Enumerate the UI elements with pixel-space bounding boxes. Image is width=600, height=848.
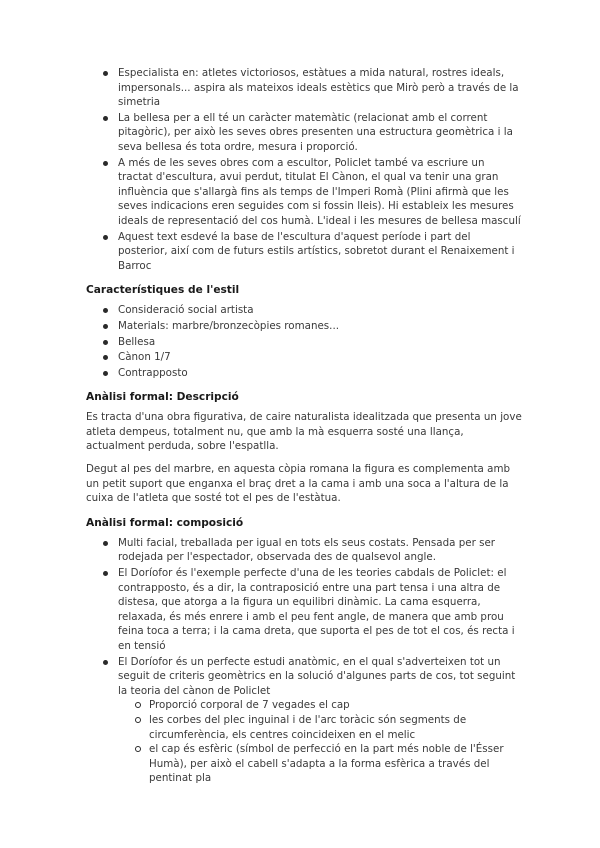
paragraph: Es tracta d'una obra figurativa, de caire naturalista idealitzada que presenta un jove atleta dempeus, totalment nu, que amb la mà esquerra sosté una llança, actualment perduda, sobre l'espatlla. (86, 411, 522, 453)
paragraph: Degut al pes del marbre, en aquesta còpia romana la figura es complementa amb un petit suport que enganxa el braç dret a la cama i amb una soca a l'altura de la cuixa de l'atleta que sosté tot el pes de l'estàtua. (86, 463, 511, 505)
style-list (86, 303, 522, 380)
list-item: Bellesa (86, 335, 522, 350)
section-heading-description: Anàlisi formal: Descripció (86, 391, 239, 404)
sub-list-item: el cap és esfèric (símbol de perfecció en la part més noble de l'Ésser Humà), per això el cabell s'adapta a la forma esfèrica a través del pentinat pla (118, 742, 522, 786)
list-item (86, 655, 522, 786)
list-item: Cànon 1/7 (86, 350, 522, 365)
list-item: A més de les seves obres com a escultor, Policlet també va escriure un tractat d'escultura, avui perdut, titulat El Cànon, el qual va tenir una gran influència que s'allargà fins als temps de l'Imperi Romà (Plini afirmà que les seves indicacions eren seguides com si fossin lleis). Hi estableix les mesures ideals de representació del cos humà. L'ideal i les mesures de bellesa masculí (86, 156, 522, 229)
composition-list (86, 536, 522, 786)
sub-list-item: Proporció corporal de 7 vegades el cap (118, 698, 522, 713)
list-item: Consideració social artista (86, 303, 522, 318)
document-body (86, 66, 522, 787)
list-item: Multi facial, treballada per igual en tots els seus costats. Pensada per ser rodejada per l'espectador, observada des de qualsevol angle. (86, 536, 522, 565)
list-item: La bellesa per a ell té un caràcter matemàtic (relacionat amb el corrent pitagòric), per això les seves obres presenten una estructura geomètrica i la seva bellesa és tota ordre, mesura i proporció. (86, 111, 522, 155)
intro-list (86, 66, 522, 273)
list-item: Materials: marbre/bronzecòpies romanes... (86, 319, 522, 334)
list-item: El Doríofor és l'exemple perfecte d'una de les teories cabdals de Policlet: el contrapposto, és a dir, la contraposició entre una part tensa i una altra de distesa, que atorga a la figura un equilibri dinàmic. La cama esquerra, relaxada, és més enrere i amb el peu fent angle, de manera que amb prou feina toca a terra; i la cama dreta, que suporta el pes de tot el cos, és recta i en tensió (86, 566, 522, 654)
list-item: Aquest text esdevé la base de l'escultura d'aquest període i part del posterior, així com de futurs estils artístics, sobretot durant el Renaixement i Barroc (86, 230, 522, 274)
composition-sub-list (118, 698, 522, 786)
list-item: Especialista en: atletes victoriosos, estàtues a mida natural, rostres ideals, impersonals... aspira als mateixos ideals estètics que Mirò però a través de la simetria (86, 66, 522, 110)
list-item-text: El Doríofor és un perfecte estudi anatòmic, en el qual s'adverteixen tot un seguit de criteris geomètrics en la solució d'algunes parts de cos, tot seguint la teoria del cànon de Policlet (118, 655, 516, 697)
list-item: Contrapposto (86, 366, 522, 381)
sub-list-item: les corbes del plec inguinal i de l'arc toràcic són segments de circumferència, els centres coincideixen en el melic (118, 713, 522, 742)
section-heading-style: Característiques de l'estil (86, 284, 240, 297)
section-heading-composition: Anàlisi formal: composició (86, 516, 244, 529)
